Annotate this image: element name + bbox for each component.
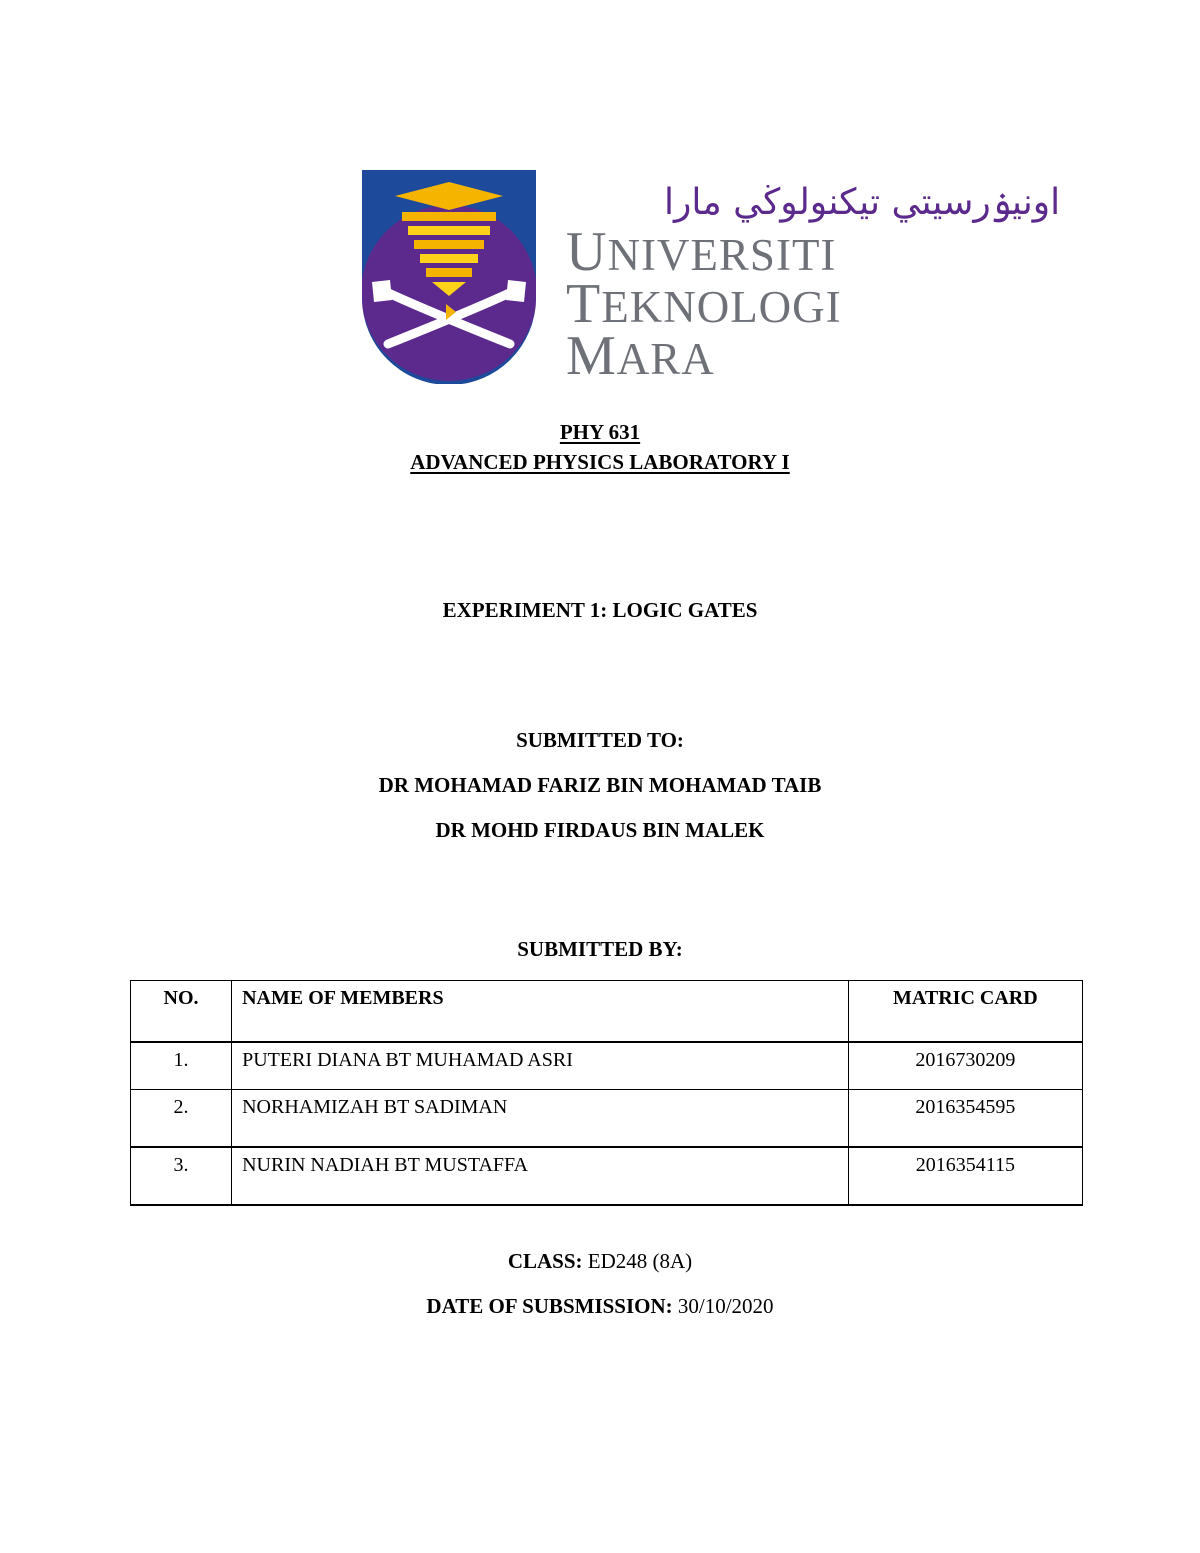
wordmark-line-1: UNIVERSITI — [566, 221, 837, 283]
column-header-name: NAME OF MEMBERS — [232, 981, 849, 1043]
date-value: 30/10/2020 — [672, 1294, 774, 1318]
date-line — [0, 1294, 1200, 1319]
supervisor-2: DR MOHD FIRDAUS BIN MALEK — [435, 818, 765, 842]
member-no: 2. — [131, 1090, 232, 1148]
member-name: NORHAMIZAH BT SADIMAN — [232, 1090, 849, 1148]
member-matric: 2016354115 — [848, 1147, 1082, 1205]
supervisor-1: DR MOHAMAD FARIZ BIN MOHAMAD TAIB — [378, 773, 822, 797]
column-header-no: NO. — [131, 981, 232, 1043]
member-name: PUTERI DIANA BT MUHAMAD ASRI — [232, 1042, 849, 1090]
member-name: NURIN NADIAH BT MUSTAFFA — [232, 1147, 849, 1205]
uitm-logo — [360, 168, 1061, 387]
member-no: 3. — [131, 1147, 232, 1205]
jawi-script-title — [360, 168, 1061, 228]
submitted-by-heading: SUBMITTED BY: — [517, 937, 683, 961]
course-code: PHY 631 — [559, 420, 641, 444]
wordmark-line-2: TEKNOLOGI — [566, 273, 842, 335]
class-label: CLASS: — [507, 1249, 583, 1273]
jawi-text: اونيۏرسيتي تيكنولوڬي مارا — [664, 182, 1061, 223]
wordmark-line-3: MARA — [566, 325, 715, 387]
experiment-title: EXPERIMENT 1: LOGIC GATES — [442, 598, 758, 622]
table-row — [131, 1147, 1083, 1205]
date-label: DATE OF SUBSMISSION: — [426, 1294, 673, 1318]
column-header-matric: MATRIC CARD — [848, 981, 1082, 1043]
university-wordmark — [566, 221, 842, 387]
member-no: 1. — [131, 1042, 232, 1090]
member-matric: 2016354595 — [848, 1090, 1082, 1148]
member-matric: 2016730209 — [848, 1042, 1082, 1090]
members-table — [130, 980, 1083, 1206]
course-name: ADVANCED PHYSICS LABORATORY I — [410, 450, 790, 474]
class-line — [0, 1249, 1200, 1274]
table-row — [131, 1090, 1083, 1148]
table-row — [131, 1042, 1083, 1090]
class-value: ED248 (8A) — [582, 1249, 693, 1273]
submitted-to-heading: SUBMITTED TO: — [516, 728, 684, 752]
table-header-row — [131, 981, 1083, 1043]
